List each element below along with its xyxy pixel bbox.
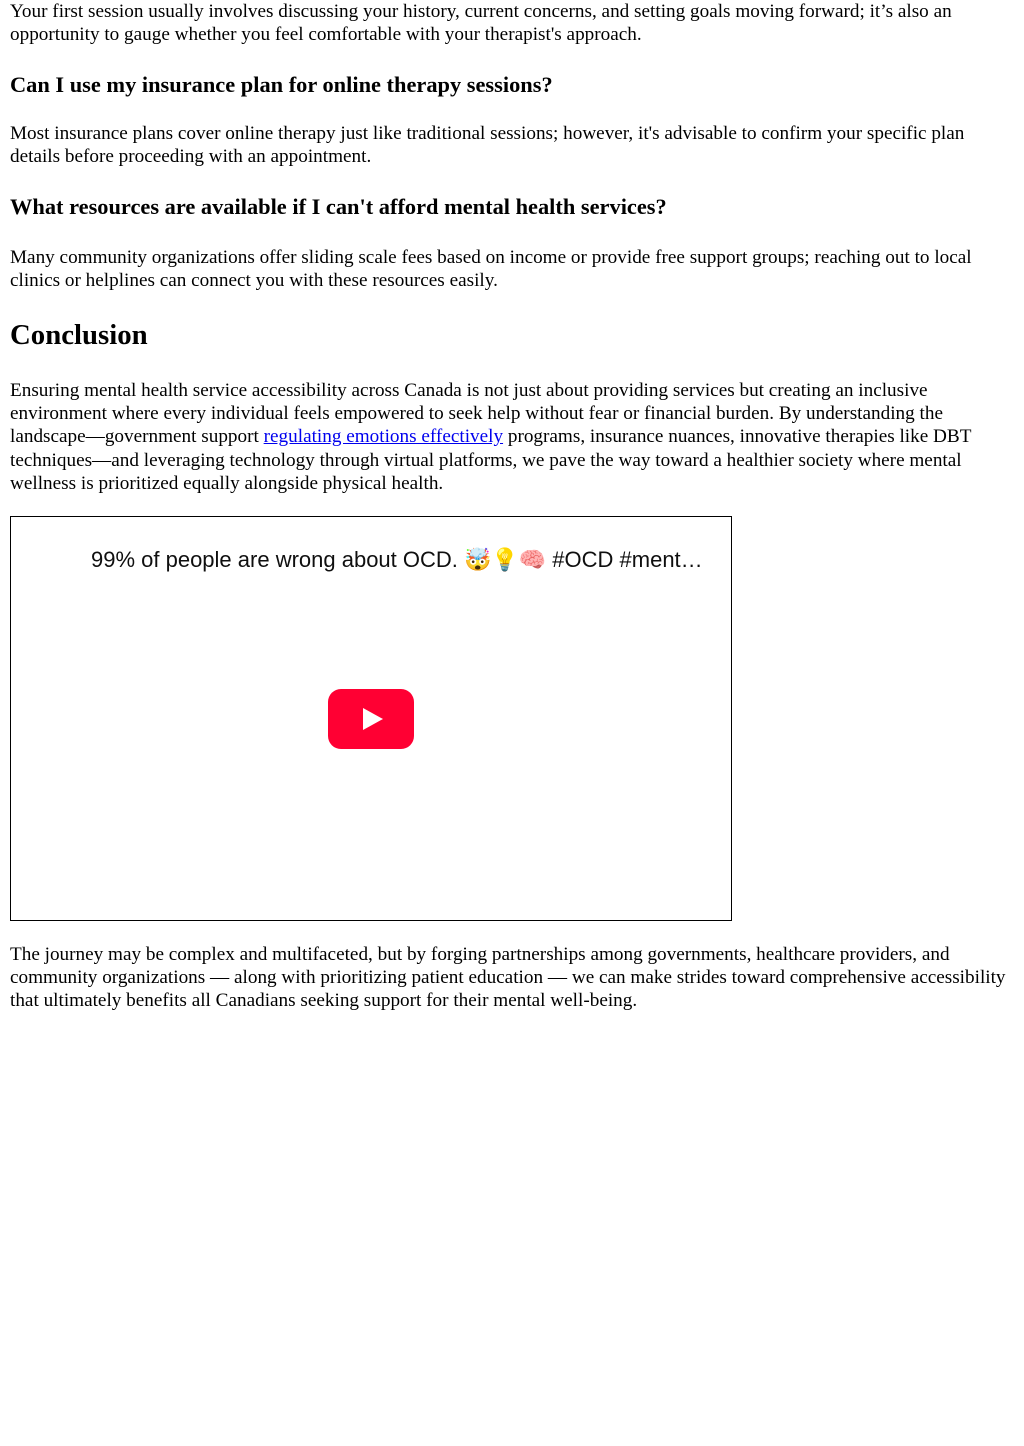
youtube-play-icon[interactable] <box>328 689 414 749</box>
conclusion-heading: Conclusion <box>10 319 148 351</box>
conclusion-paragraph <box>10 379 1016 495</box>
play-button-graphic <box>328 689 414 749</box>
conclusion-text-before-link: Ensuring mental health service accessibility across Canada is not just about providing services but creating an inclusive environment where every individual feels empowered to seek help without fear or financial burden. By understanding the landscape—government support <box>10 380 943 448</box>
faq-resources-question: What resources are available if I can't afford mental health services? <box>10 194 667 219</box>
regulating-emotions-link[interactable]: regulating emotions effectively <box>263 426 504 448</box>
closing-paragraph: The journey may be complex and multifaceted, but by forging partnerships among governments, healthcare providers, and community organizations — along with prioritizing patient education — we can make strides toward comprehensive accessibility that ultimately benefits all Canadians seeking support for their mental well-being. <box>10 944 1006 1012</box>
embedded-video-player[interactable] <box>10 516 732 921</box>
faq-insurance-answer: Most insurance plans cover online therapy just like traditional sessions; however, it's advisable to confirm your specific plan details before proceeding with an appointment. <box>10 123 965 168</box>
intro-paragraph: Your first session usually involves discussing your history, current concerns, and setting goals moving forward; it’s also an opportunity to gauge whether you feel comfortable with your therapist's approach. <box>10 1 952 46</box>
conclusion-text-after-link: programs, insurance nuances, innovative therapies like DBT techniques—and leveraging technology through virtual platforms, we pave the way toward a healthier society where mental wellness is prioritized equally alongside physical health. <box>10 426 972 494</box>
video-title[interactable]: 99% of people are wrong about OCD. 🤯💡🧠 #OCD #ment… <box>91 547 703 572</box>
faq-resources-answer: Many community organizations offer sliding scale fees based on income or provide free support groups; reaching out to local clinics or helplines can connect you with these resources easily. <box>10 247 972 292</box>
faq-insurance-question: Can I use my insurance plan for online therapy sessions? <box>10 72 553 97</box>
